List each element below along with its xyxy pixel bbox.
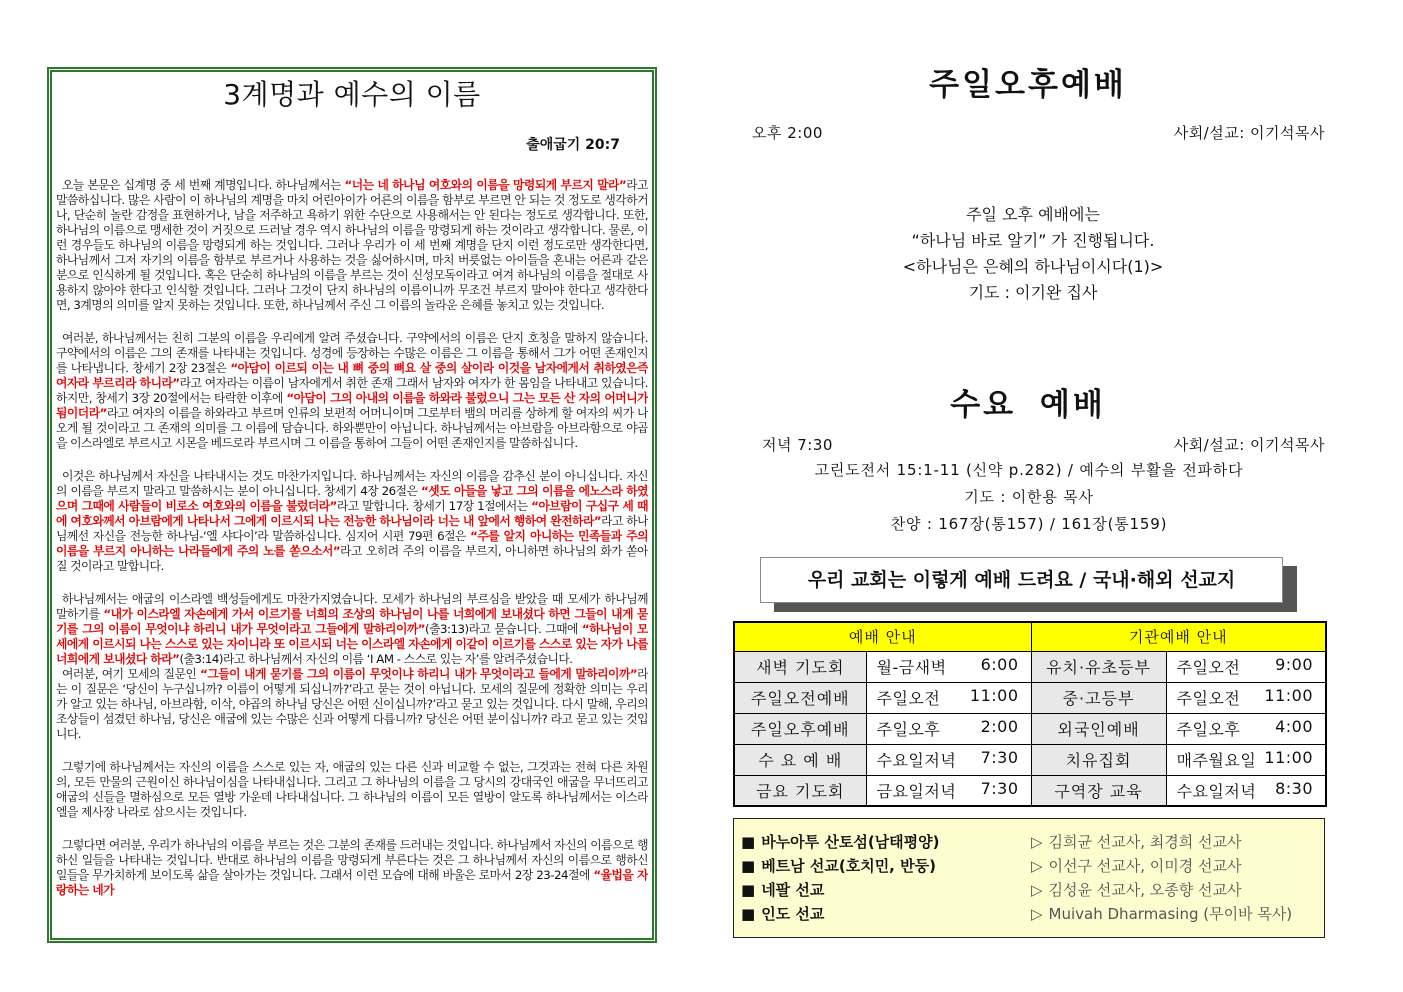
sermon-paragraph [56, 760, 648, 820]
paragraph-text: 그렇다면 여러분, 우리가 하나님의 이름을 부르는 것은 그분의 존재를 드러내는 것입니다. 하나님께서 자신의 이름으로 행하신 일들을 나타내는 것입니다. 반대로 하나님의 이름을 망령되게 부른다는 것은 그 하나님께서 자신의 이름으로 행하신 일들을 무가치하게 보이도록 삶을 살아가는 것입니다. 그래서 이런 모습에 대해 바울은 로마서 2장 23-24절에 [56, 838, 648, 882]
service-time-cell [866, 713, 1031, 744]
service-day: 수요일저녁 [876, 751, 957, 770]
service-name: 수 요 예 배 [734, 744, 866, 775]
group-name: 중·고등부 [1031, 682, 1166, 713]
table-row [734, 775, 1326, 806]
service-name: 주일오후예배 [734, 713, 866, 744]
group-time-cell [1166, 744, 1326, 775]
scripture-quote: “아담이 이르되 이는 내 뼈 중의 뼈요 살 중의 살이라 이것을 남자에게서 취하였은즉 여자라 부르리라 하니라” [56, 361, 648, 390]
group-worship-header: 기관예배 안내 [1031, 622, 1326, 651]
service-time: 6:00 [980, 655, 1019, 674]
service-day: 주일오전 [876, 689, 941, 708]
paragraph-text: 라고 오히려 주의 이름을 부르지, 아니하면 하나님의 화가 쏟아질 것이라고 말합니다. [56, 544, 648, 573]
group-name: 치유집회 [1031, 744, 1166, 775]
wednesday-prayer: 기도 : 이한용 목사 [964, 488, 1094, 506]
table-row [734, 713, 1326, 744]
sermon-title: 3계명과 예수의 이름 [223, 78, 481, 111]
notice-line: 주일 오후 예배에는 [966, 205, 1100, 224]
triangle-arrow-icon: ▷ [1031, 905, 1043, 923]
table-row [734, 744, 1326, 775]
paragraph-text: 라고 하나님께선 자신을 전능한 하나님-‘엘 샤다이’라 말씀하십니다. 심지어 시편 79편 6절은 [56, 514, 648, 543]
sunday-afternoon-notice [733, 202, 1333, 306]
missionary-names: 이선구 선교사, 이미경 선교사 [1048, 857, 1242, 875]
paragraph-text: 라고 말씀하십니다. 많은 사람이 이 하나님의 계명을 마치 어린아이가 어른의 이름을 함부로 부르면 안 되는 것 정도로 생각하거나, 단순히 놀란 감정을 표현하거나, 남을 저주하고 욕하기 위한 수단으로 사용해서는 안 된다는 정도로 생각합니다. 또한, 하나님의 이름으로 맹세한 것이 거짓으로 드러날 경우 역시 하나님의 이름을 망령되게 하는 것이라고 생각합니다. 물론, 이런 경우들도 하나님의 이름을 망령되게 하는 것입니다. 그러나 우리가 이 세 번째 계명을 단지 이런 정도로만 생각한다면, 하나님께서 그저 자기의 이름을 함부로 부르거나 사용하는 것을 싫어하시며, 마치 버릇없는 아이들을 혼내는 어른과 같은 분으로 인식하게 될 것입니다. 혹은 단순히 하나님의 이름을 부르는 것이 신성모독이라고 여겨 하나님의 이름을 절대로 사용하지 않아야 한다고 인식할 것입니다. 그러나 그것이 단지 하나님의 이름이니까 무조건 부르지 말아야 한다고 생각한다면, 3계명의 의미를 알지 못하는 것입니다. 또한, 하나님께서 주신 그 이름의 놀라운 은혜를 놓치고 있는 것입니다. [56, 178, 648, 312]
list-item [734, 902, 1324, 926]
group-name: 외국인예배 [1031, 713, 1166, 744]
worship-guide-header: 예배 안내 [734, 622, 1031, 651]
sunday-afternoon-leader: 사회/설교: 이기석목사 [1173, 124, 1325, 142]
service-time: 11:00 [969, 686, 1019, 705]
mission-field [734, 878, 1031, 902]
scripture-quote: “율법을 자랑하는 네가 [56, 868, 648, 897]
service-day: 월-금새벽 [876, 658, 947, 677]
notice-line: 기도 : 이기완 집사 [968, 283, 1098, 302]
scripture-quote: “하나님이 모세에게 이르시되 나는 스스로 있는 자이니라 또 이르시되 너는 이스라엘 자손에게 이같이 이르기를 스스로 있는 자가 나를 너희에게 보내셨다 하라” [56, 622, 648, 666]
sermon-paragraph [56, 592, 648, 667]
group-day: 주일오후 [1176, 720, 1241, 739]
scripture-quote: “주를 알지 아니하는 민족들과 주의 이름을 부르지 아니하는 나라들에게 주의 노를 쏟으소서” [56, 529, 648, 558]
wednesday-time: 저녁 7:30 [762, 436, 833, 454]
worship-missions-banner: 우리 교회는 이렇게 예배 드려요 / 국내·해외 선교지 [760, 557, 1283, 603]
triangle-arrow-icon: ▷ [1031, 857, 1043, 875]
service-time-cell [866, 775, 1031, 806]
sermon-body [56, 178, 648, 934]
scripture-quote: “아브람이 구십구 세 때에 여호와께서 아브람에게 나타나서 그에게 이르시되 나는 전능한 하나님이라 너는 내 앞에서 행하여 완전하라” [56, 499, 648, 528]
notice-line: “하나님 바로 알기” 가 진행됩니다. [911, 231, 1155, 250]
mission-field [734, 902, 1031, 926]
missionary-names: 김성윤 선교사, 오종향 선교사 [1048, 881, 1242, 899]
table-row [734, 682, 1326, 713]
group-name: 구역장 교육 [1031, 775, 1166, 806]
service-name: 금요 기도회 [734, 775, 866, 806]
group-time: 9:00 [1275, 655, 1314, 674]
worship-schedule-table [733, 621, 1327, 807]
table-row [734, 651, 1326, 682]
square-bullet-icon: ■ [741, 905, 756, 923]
service-time: 2:00 [980, 717, 1019, 736]
group-time-cell [1166, 682, 1326, 713]
group-day: 매주월요일 [1176, 751, 1257, 770]
paragraph-text: 라고 여자라는 이름이 남자에게서 취한 존재 그래서 남자와 여자가 한 몸임을 나타내고 있습니다. 하지만, 창세기 3장 20절에서는 타락한 이후에 [56, 376, 648, 405]
missionary-names: Muivah Dharmasing (무이바 목사) [1048, 905, 1293, 923]
group-day: 주일오전 [1176, 689, 1241, 708]
mission-field-name: 바누아투 산토섬(남태평양) [761, 833, 940, 851]
list-item [734, 878, 1324, 902]
paragraph-text: 여러분, 여기 모세의 질문인 [62, 667, 201, 681]
scripture-quote: “내가 이스라엘 자손에게 가서 이르기를 너희의 조상의 하나님이 나를 너희에게 보내셨다 하면 그들이 내게 묻기를 그의 이름이 무엇이냐 하리니 내가 무엇이라고 그들에게 말하리이까” [56, 607, 648, 636]
list-item [734, 854, 1324, 878]
wednesday-leader: 사회/설교: 이기석목사 [1173, 436, 1325, 454]
scripture-quote: “셋도 아들을 낳고 그의 이름을 에노스라 하였으며 그때에 사람들이 비로소 여호와의 이름을 불렀더라” [56, 484, 648, 513]
scripture-quote: “그들이 내게 묻기를 그의 이름이 무엇이냐 하리니 내가 무엇이라고 들에게 말하리이까” [200, 667, 638, 681]
mission-field [734, 830, 1031, 854]
sermon-paragraph [56, 331, 648, 451]
sermon-paragraph [56, 838, 648, 898]
service-time: 7:30 [980, 778, 1019, 798]
service-day: 주일오후 [876, 720, 941, 739]
list-item [734, 830, 1324, 854]
sermon-paragraph [56, 667, 648, 742]
service-time-cell [866, 744, 1031, 775]
group-day: 수요일저녁 [1176, 781, 1257, 801]
missionaries [1031, 878, 1242, 902]
paragraph-text: 그렇기에 하나님께서는 자신의 이름을 스스로 있는 자, 애굽의 있는 다른 신과 비교할 수 없는, 그것과는 전혀 다른 차원의, 모든 만물의 근원이신 하나님이심을 나타내십니다. 그리고 그 하나님의 이름을 그 당시의 강대국인 애굽을 무너뜨리고 애굽의 신들을 멸하심으로 모든 열방 가운데 나타내십니다. 그 하나님의 이름이 모든 열방이 알도록 하나님께서는 이스라엘을 제사장 나라로 삼으시는 것입니다. [56, 760, 648, 819]
missionaries [1031, 902, 1292, 926]
table-header-row [734, 622, 1326, 651]
scripture-quote: “너는 네 하나님 여호와의 이름을 망령되게 부르지 말라” [344, 178, 627, 192]
sunday-afternoon-time: 오후 2:00 [752, 124, 823, 142]
group-day: 주일오전 [1176, 658, 1241, 677]
triangle-arrow-icon: ▷ [1031, 833, 1043, 851]
mission-field-name: 인도 선교 [761, 905, 825, 923]
sermon-paragraph [56, 469, 648, 574]
service-name: 주일오전예배 [734, 682, 866, 713]
paragraph-text: 라고 여자의 이름을 하와라고 부르며 인류의 보편적 어머니이며 그로부터 뱀의 머리를 상하게 할 여자의 씨가 나오게 될 것이라고 그 존재의 의미를 그 이름에 담습니다. 하와뿐만이 아닙니다. 하나님께서는 아브람을 아브라함으로 야곱을 이스라엘로 부르시고 시몬을 베드로라 부르시며 그 이름을 통하여 그들이 어떤 존재인지를 말씀하십니다. [56, 406, 648, 450]
mission-field [734, 854, 1031, 878]
mission-field-name: 네팔 선교 [761, 881, 825, 899]
missions-box [733, 818, 1325, 938]
sunday-afternoon-title: 주일오후예배 [929, 67, 1127, 103]
wednesday-scripture: 고린도전서 15:1-11 (신약 p.282) / 예수의 부활을 전파하다 [814, 461, 1244, 479]
group-time: 11:00 [1264, 748, 1314, 767]
paragraph-text: 이것은 하나님께서 자신을 나타내시는 것도 마찬가지입니다. 하나님께서는 자신의 이름을 감추신 분이 아니십니다. 자신의 이름을 부르지 말라고 말씀하시는 분이 아니십니다. 창세기 4장 26절은 [56, 469, 648, 498]
scripture-quote: “아담이 그의 아내의 이름을 하와라 불렀으니 그는 모든 산 자의 어머니가 됨이더라” [56, 391, 648, 420]
group-time: 11:00 [1264, 686, 1314, 705]
service-day: 금요일저녁 [876, 781, 957, 801]
service-time-cell [866, 682, 1031, 713]
group-time: 4:00 [1275, 717, 1314, 736]
paragraph-text: (출3:14)라고 하나님께서 자신의 이름 ‘I AM - 스스로 있는 자’를 알려주셨습니다. [179, 652, 573, 666]
mission-field-name: 베트남 선교(호치민, 반둥) [761, 857, 936, 875]
group-time-cell [1166, 651, 1326, 682]
missionaries [1031, 830, 1242, 854]
paragraph-text: 하나님께서는 애굽의 이스라엘 백성들에게도 마찬가지였습니다. 모세가 하나님의 부르심을 받았을 때 모세가 하나님께 말하기를 [56, 592, 648, 621]
square-bullet-icon: ■ [741, 881, 756, 899]
missionary-names: 김희균 선교사, 최경희 선교사 [1048, 833, 1242, 851]
wednesday-hymns: 찬양 : 167장(통157) / 161장(통159) [890, 515, 1168, 533]
wednesday-title: 수요 예배 [950, 387, 1106, 423]
paragraph-text: (출3:13)라고 묻습니다. 그때에 [425, 622, 582, 636]
square-bullet-icon: ■ [741, 857, 756, 875]
group-name: 유치·유초등부 [1031, 651, 1166, 682]
square-bullet-icon: ■ [741, 833, 756, 851]
sermon-panel [47, 67, 657, 943]
sermon-paragraph [56, 178, 648, 313]
notice-line: <하나님은 은혜의 하나님이시다(1)> [902, 257, 1164, 276]
service-name: 새벽 기도회 [734, 651, 866, 682]
service-time: 7:30 [980, 748, 1019, 767]
group-time-cell [1166, 713, 1326, 744]
paragraph-text: 여러분, 하나님께서는 친히 그분의 이름을 우리에게 알려 주셨습니다. 구약에서의 이름은 단지 호칭을 말하지 않습니다. 구약에서의 이름은 그의 존재를 나타내는 것입니다. 성경에 등장하는 수많은 이름은 그 이름을 통해서 그가 어떤 존재인지를 나타냅니다. 창세기 2장 23절은 [56, 331, 648, 375]
group-time: 8:30 [1275, 778, 1314, 798]
paragraph-text: 오늘 본문은 십계명 중 세 번째 계명입니다. 하나님께서는 [62, 178, 345, 192]
scripture-reference: 출애굽기 20:7 [526, 137, 620, 153]
triangle-arrow-icon: ▷ [1031, 881, 1043, 899]
group-time-cell [1166, 775, 1326, 806]
service-time-cell [866, 651, 1031, 682]
paragraph-text: 라고 말합니다. 창세기 17장 1절에서는 [336, 499, 532, 513]
missionaries [1031, 854, 1242, 878]
paragraph-text: 라는 이 질문은 ‘당신이 누구십니까? 이름이 어떻게 되십니까?’라고 묻는 것이 아닙니다. 모세의 질문에 정확한 의미는 우리가 알고 있는 하나님, 아브라함, 이삭, 야곱의 하나님 당신은 어떤 신이십니까?’라고 묻고 있는 것입니다. 다시 말해, 우리의 조상들이 섬겼던 하나님, 당신은 애굽에 있는 수많은 신과 어떻게 다릅니까? 당신은 어떤 분이십니까? 라고 묻고 있는 것입니다. [56, 667, 648, 741]
